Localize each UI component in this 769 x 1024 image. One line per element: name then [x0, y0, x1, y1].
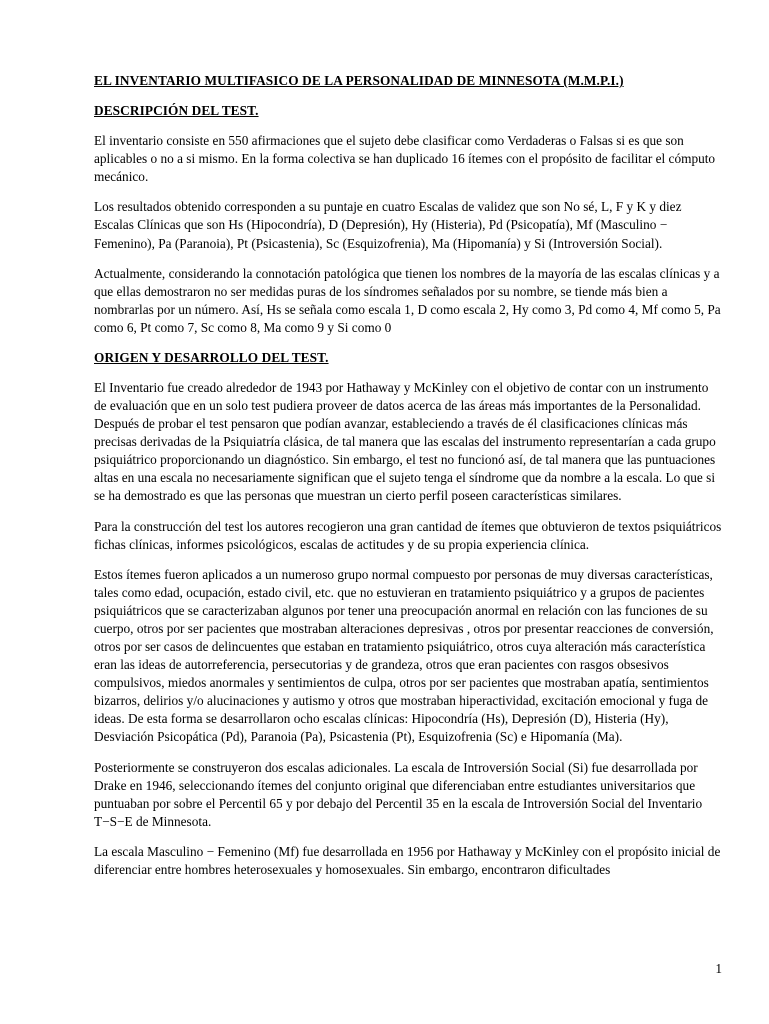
- section-heading-descripcion-del-test: DESCRIPCIÓN DEL TEST.: [94, 103, 259, 119]
- paragraph-origen-1: El Inventario fue creado alrededor de 1943 por Hathaway y McKinley con el objetivo de contar con un instrumento de evaluación que en un solo test pudiera proveer de datos acerca de las áreas más importantes de la Personalidad. Después de probar el test pensaron que podían avanzar, estableciendo a través de él clasificaciones clínicas más precisas derivadas de la Psiquiatría clásica, de tal manera que las escalas del instrumento representarían a cada grupo psiquiátrico proporcionando un diagnóstico. Sin embargo, el test no funcionó así, de tal manera que las puntuaciones altas en una escala no necesariamente significan que el sujeto tenga el síndrome que da nombre a la escala. Lo que si se ha demostrado es que las personas que muestran un cierto perfil poseen características similares.: [94, 380, 716, 504]
- paragraph-origen-3: Estos ítemes fueron aplicados a un numeroso grupo normal compuesto por personas de muy diversas características, tales como edad, ocupación, estado civil, etc. que no estuvieran en tratamiento psiquiátrico y a grupos de pacientes psiquiátricos que se caracterizaban algunos por tener una preocupación anormal en relación con las funciones de su cuerpo, otros por ser pacientes que mostraban alteraciones depresivas , otros por presentar reacciones de conversión, otros por ser casos de delincuentes que estaban en tratamiento psiquiátrico, otros cuya alteración más característica eran las ideas de autorreferencia, persecutorias y de grandeza, otros que eran pacientes con rasgos obsesivos compulsivos, miedos anormales y sentimientos de culpa, otros por ser pacientes que mostraban apatía, sentimientos bizarros, delirios y/o alucinaciones y autismo y otros que mostraban hiperactividad, excitación emocional y fuga de ideas. De esta forma se desarrollaron ocho escalas clínicas: Hipocondría (Hs), Depresión (D), Histeria (Hy), Desviación Psicopática (Pd), Paranoia (Pa), Psicastenia (Pt), Esquizofrenia (Sc) e Hipomanía (Ma).: [94, 566, 714, 745]
- paragraph-origen-2: Para la construcción del test los autores recogieron una gran cantidad de ítemes que obtuvieron de textos psiquiátricos fichas clínicas, informes psicológicos, escalas de actitudes y de su propia experiencia clínica.: [94, 518, 722, 552]
- paragraph-descripcion-3: Actualmente, considerando la connotación patológica que tienen los nombres de la mayoría de las escalas clínicas y a que ellas demostraron no ser medidas puras de los síndromes señalados por su nombre, se tiende más bien a nombrarlas por un número. Así, Hs se señala como escala 1, D como escala 2, Hy como 3, Pd como 4, Mf como 5, Pa como 6, Pt como 7, Sc como 8, Ma como 9 y Si como 0: [94, 265, 721, 335]
- paragraph-descripcion-2: Los resultados obtenido corresponden a su puntaje en cuatro Escalas de validez que son No sé, L, F y K y diez Escalas Clínicas que son Hs (Hipocondría), D (Depresión), Hy (Histeria), Pd (Psicopatía), Mf (Masculino − Femenino), Pa (Paranoia), Pt (Psicastenia), Sc (Esquizofrenia), Ma (Hipomanía) y Si (Introversión Social).: [94, 199, 682, 251]
- paragraph-origen-5: La escala Masculino − Femenino (Mf) fue desarrollada en 1956 por Hathaway y McKinley con el propósito inicial de diferenciar entre hombres heterosexuales y homosexuales. Sin embargo, encontraron dificultades: [94, 843, 721, 877]
- paragraph-descripcion-1: El inventario consiste en 550 afirmaciones que el sujeto debe clasificar como Verdaderas o Falsas si es que son aplicables o no a si mismo. En la forma colectiva se han duplicado 16 ítemes con el propósito de facilitar el cómputo mecánico.: [94, 133, 716, 185]
- document-title: EL INVENTARIO MULTIFASICO DE LA PERSONALIDAD DE MINNESOTA (M.M.P.I.): [94, 73, 624, 88]
- page-number: 1: [715, 960, 722, 976]
- section-heading-origen-y-desarrollo: ORIGEN Y DESARROLLO DEL TEST.: [94, 349, 329, 365]
- paragraph-origen-4: Posteriormente se construyeron dos escalas adicionales. La escala de Introversión Social (Si) fue desarrollada por Drake en 1946, seleccionando ítemes del conjunto original que diferenciaban entre estudiantes universitarios que puntuaban por sobre el Percentil 65 y por debajo del Percentil 35 en la escala de Introversión Social del Inventario T−S−E de Minnesota.: [94, 759, 703, 829]
